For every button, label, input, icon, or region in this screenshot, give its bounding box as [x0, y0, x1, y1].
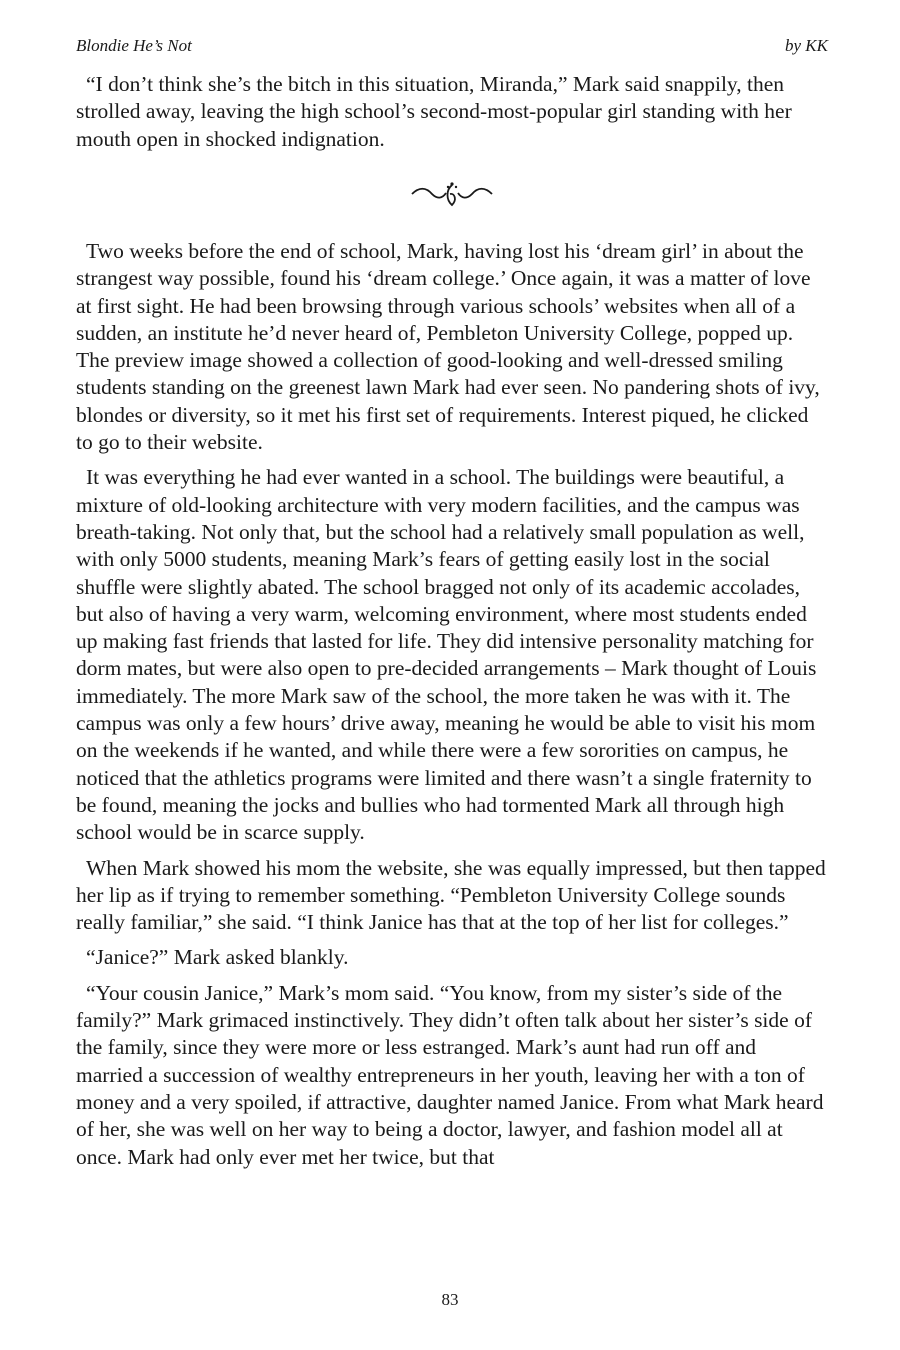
paragraph: “Janice?” Mark asked blankly. — [86, 945, 349, 970]
paragraph: It was everything he had ever wanted in a school. The buildings were beautiful, a mixture of old-looking architecture with very modern facilities, and the campus was breath-taking. Not only that, but the school had a relatively small population as well, with only 5000 students, meaning Mark’s fears of getting easily lost in the social shuffle were slightly abated. The school bragged not only of its academic accolades, but also of having a very warm, welcoming environment, where most students ended up making fast friends that lasted for life. They did intensive personality matching for dorm mates, but were also open to pre-decided arrangements – Mark thought of Louis immediately. The more Mark saw of the school, the more taken he was with it. The campus was only a few hours’ drive away, meaning he would be able to visit his mom on the weekends if he wanted, and while there were a few sororities on campus, he noticed that the athletics programs were limited and there wasn’t a single fraternity to be found, meaning the jocks and bullies who had tormented Mark all through high school would be in scarce supply. — [76, 465, 817, 845]
book-title: Blondie He’s Not — [76, 36, 192, 55]
page-number: 83 — [441, 1290, 459, 1309]
body-text-block — [76, 238, 828, 1171]
paragraph: “Your cousin Janice,” Mark’s mom said. “You know, from my sister’s side of the family?” Mark grimaced instinctively. They didn’t often talk about her sister’s side of the family, since they were more or less estranged. Mark’s aunt had run off and married a succession of wealthy entrepreneurs in her youth, leaving her with a ton of money and a very spoiled, if attractive, daughter named Janice. From what Mark heard of her, she was well on her way to being a doctor, lawyer, and fashion model all at once. Mark had only ever met her twice, but that — [76, 980, 824, 1169]
opening-text-block — [76, 71, 828, 153]
running-head — [76, 36, 828, 58]
book-author: by KK — [785, 36, 828, 55]
scene-break-flourish-icon — [410, 180, 494, 210]
paragraph: When Mark showed his mom the website, she was equally impressed, but then tapped her lip as if trying to remember something. “Pembleton University College sounds really familiar,” she said. “I think Janice has that at the top of her list for colleges.” — [76, 855, 826, 935]
paragraph: Two weeks before the end of school, Mark, having lost his ‘dream girl’ in about the strangest way possible, found his ‘dream college.’ Once again, it was a matter of love at first sight. He had been browsing through various schools’ websites when all of a sudden, an institute he’d never heard of, Pembleton University College, popped up. The preview image showed a collection of good-looking and well-dressed smiling students standing on the greenest lawn Mark had ever seen. No pandering shots of ivy, blondes or diversity, so it met his first set of requirements. Interest piqued, he clicked to go to their website. — [76, 239, 820, 455]
paragraph-opening: “I don’t think she’s the bitch in this situation, Miranda,” Mark said snappily, then strolled away, leaving the high school’s second-most-popular girl standing with her mouth open in shocked indignation. — [76, 72, 792, 151]
